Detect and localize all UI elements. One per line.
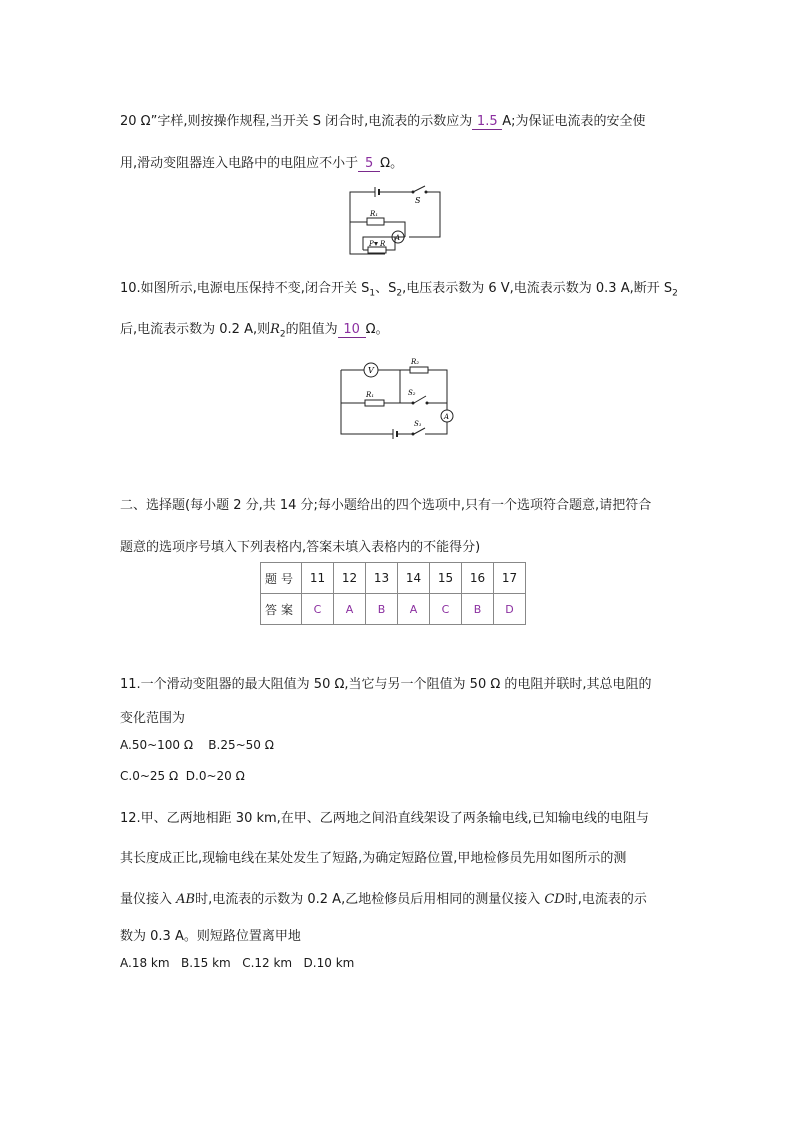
diagram1-label-p: P — [369, 240, 374, 248]
answer-table-row-numbers — [261, 563, 526, 594]
table-cell-answer: C — [430, 594, 462, 625]
table-cell-answer: B — [462, 594, 494, 625]
diagram2-label-a: A — [444, 413, 450, 421]
table-cell-number: 16 — [462, 563, 494, 594]
table-cell-number: 14 — [398, 563, 430, 594]
q12-text-3a: 量仪接入 — [120, 892, 173, 907]
q9-text-1b: A;为保证电流表的安全使 — [502, 114, 646, 129]
table-cell-answer: B — [366, 594, 398, 625]
q9-text-1: 20 Ω”字样,则按操作规程,当开关 S 闭合时,电流表的示数应为 — [120, 114, 473, 129]
q10-text-2b: 的阻值为 — [285, 322, 338, 337]
q9-text-2b: Ω。 — [380, 156, 404, 171]
q10-sub-2: 2 — [396, 288, 403, 299]
q12-var-cd: CD — [544, 892, 565, 907]
answer-table-row-answers — [261, 594, 526, 625]
diagram1-label-r1: R₁ — [370, 210, 379, 218]
q10-var-sub: 2 — [279, 329, 286, 340]
q9-line-1 — [120, 110, 646, 130]
section2-line-1: 二、选择题(每小题 2 分,共 14 分;每小题给出的四个选项中,只有一个选项符合题意,请把符合 — [120, 498, 652, 513]
table-cell-number: 13 — [366, 563, 398, 594]
table-cell-answer: D — [494, 594, 526, 625]
q11-line-1: 11.一个滑动变阻器的最大阻值为 50 Ω,当它与另一个阻值为 50 Ω 的电阻并联时,其总电阻的 — [120, 677, 652, 692]
table-cell-answer: A — [334, 594, 366, 625]
diagram2-label-r1: R₁ — [366, 391, 375, 399]
q12-var-ab: AB — [176, 892, 196, 907]
q12-line-2: 其长度成正比,现输电线在某处发生了短路,为确定短路位置,甲地检修员先用如图所示的测 — [120, 851, 627, 866]
q9-answer-2: 5 — [358, 156, 380, 172]
diagram1-label-r: R — [380, 240, 386, 248]
q10-text-2c: Ω。 — [365, 322, 389, 337]
diagram1-label-s: S — [415, 196, 421, 205]
q10-text-2a: 后,电流表示数为 0.2 A,则 — [120, 322, 271, 337]
q10-text-1c: ,电压表示数为 6 V,电流表示数为 0.3 A,断开 S — [402, 281, 673, 296]
q10-line-2 — [120, 318, 389, 340]
q10-answer: 10 — [338, 322, 366, 338]
circuit-diagram-q9 — [345, 182, 445, 258]
q10-text-1b: 、S — [375, 281, 397, 296]
table-cell-number: 15 — [430, 563, 462, 594]
answer-table — [260, 562, 526, 625]
q11-options-1: A.50~100 Ω B.25~50 Ω — [120, 738, 274, 752]
circuit-diagram-q10 — [338, 358, 460, 440]
diagram2-label-s2: S₂ — [408, 389, 416, 397]
table-cell-answer: A — [398, 594, 430, 625]
table-cell-answer: C — [302, 594, 334, 625]
q12-text-3c: 时,电流表的示 — [564, 892, 647, 907]
q10-line-1 — [120, 277, 678, 299]
table-header-number: 题号 — [261, 563, 302, 594]
q12-line-3 — [120, 888, 647, 907]
q11-line-2: 变化范围为 — [120, 711, 186, 726]
q9-line-2 — [120, 152, 403, 172]
q10-sub-3: 2 — [672, 288, 678, 299]
q11-options-2: C.0~25 Ω D.0~20 Ω — [120, 769, 245, 783]
q12-line-4: 数为 0.3 A。则短路位置离甲地 — [120, 929, 301, 944]
section2-line-2: 题意的选项序号填入下列表格内,答案未填入表格内的不能得分) — [120, 540, 481, 555]
q12-text-3b: 时,电流表的示数为 0.2 A,乙地检修员后用相同的测量仪接入 — [195, 892, 541, 907]
diagram2-label-r2: R₂ — [411, 358, 420, 366]
q10-var-r: R — [270, 322, 280, 337]
diagram1-label-a: A — [395, 234, 401, 242]
q9-answer-1: 1.5 — [472, 114, 502, 130]
q12-options: A.18 km B.15 km C.12 km D.10 km — [120, 956, 355, 970]
table-cell-number: 12 — [334, 563, 366, 594]
q12-line-1: 12.甲、乙两地相距 30 km,在甲、乙两地之间沿直线架设了两条输电线,已知输电线的电阻与 — [120, 811, 649, 826]
diagram2-label-v: V — [368, 366, 374, 375]
q9-text-2: 用,滑动变阻器连入电路中的电阻应不小于 — [120, 156, 359, 171]
q10-sub-1: 1 — [369, 288, 376, 299]
table-cell-number: 17 — [494, 563, 526, 594]
table-cell-number: 11 — [302, 563, 334, 594]
diagram2-label-s1: S₁ — [414, 420, 422, 428]
table-header-answer: 答案 — [261, 594, 302, 625]
q10-text-1a: 10.如图所示,电源电压保持不变,闭合开关 S — [120, 281, 370, 296]
